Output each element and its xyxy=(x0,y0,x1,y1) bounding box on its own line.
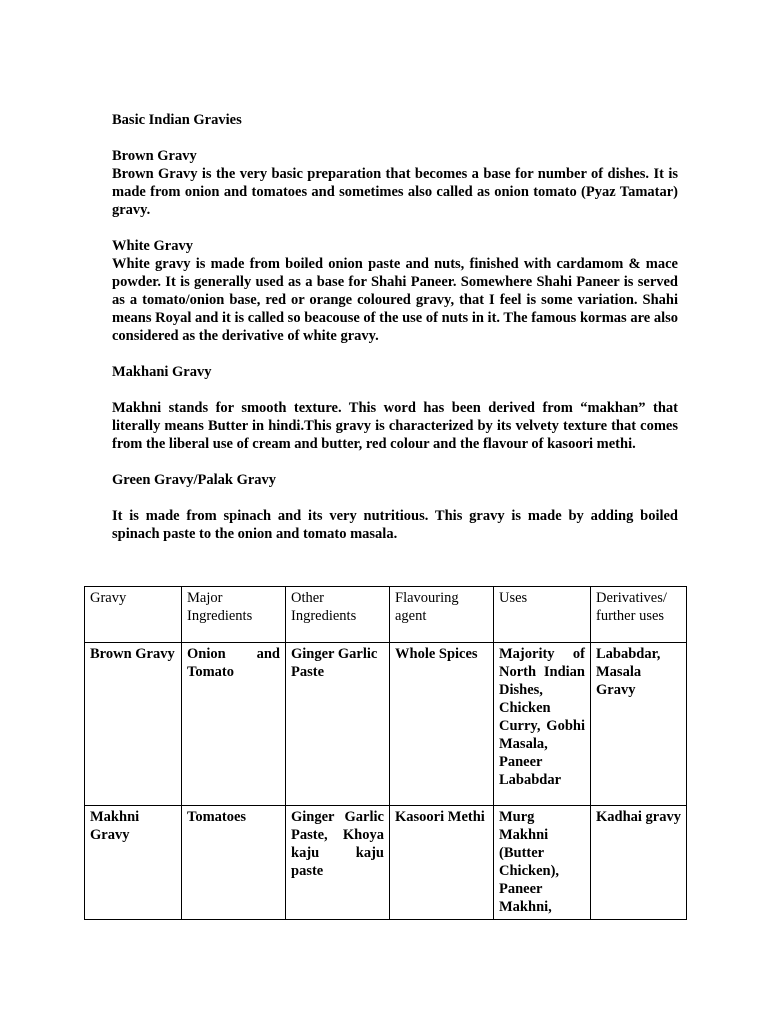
section-body-makhani-gravy: Makhni stands for smooth texture. This word has been derived from “makhan” that literally means Butter in hindi.This gravy is characterized by its velvety texture that comes from the liberal use of cream and butter, red colour and the flavour of kasoori methi. xyxy=(112,400,678,452)
table-header-row xyxy=(85,587,687,643)
table-cell: Lababdar, Masala Gravy xyxy=(591,643,687,806)
table-cell: Ginger Garlic Paste xyxy=(286,643,390,806)
table-cell: Majority of North Indian Dishes, Chicken Curry, Gobhi Masala, Paneer Lababdar xyxy=(494,643,591,806)
table-header-cell: Flavouring agent xyxy=(390,587,494,643)
table-cell: Whole Spices xyxy=(390,643,494,806)
gravy-table xyxy=(84,586,687,920)
table-cell: Tomatoes xyxy=(182,806,286,920)
table-cell: Kadhai gravy xyxy=(591,806,687,920)
table-cell: Ginger Garlic Paste, Khoya kaju kaju paste xyxy=(286,806,390,920)
table-cell: Onion and Tomato xyxy=(182,643,286,806)
document-body xyxy=(112,111,678,543)
table-header-cell: Other Ingredients xyxy=(286,587,390,643)
section-heading-white-gravy: White Gravy xyxy=(112,238,193,254)
section-heading-makhani-gravy: Makhani Gravy xyxy=(112,364,212,380)
table-row xyxy=(85,643,687,806)
table-cell: Murg Makhni (Butter Chicken), Paneer Makhni, xyxy=(494,806,591,920)
table-header-cell: Derivatives/ further uses xyxy=(591,587,687,643)
section-body-brown-gravy: Brown Gravy is the very basic preparation that becomes a base for number of dishes. It is made from onion and tomatoes and sometimes also called as onion tomato (Pyaz Tamatar) gravy. xyxy=(112,166,678,218)
table-cell: Brown Gravy xyxy=(85,643,182,806)
section-body-green-gravy: It is made from spinach and its very nutritious. This gravy is made by adding boiled spinach paste to the onion and tomato masala. xyxy=(112,508,678,542)
table-row xyxy=(85,806,687,920)
section-body-white-gravy: White gravy is made from boiled onion paste and nuts, finished with cardamom & mace powder. It is generally used as a base for Shahi Paneer. Somewhere Shahi Paneer is served as a tomato/onion base, red or orange coloured gravy, that I feel is some variation. Shahi means Royal and it is called so beacouse of the use of nuts in it. The famous kormas are also considered as the derivative of white gravy. xyxy=(112,256,678,344)
section-heading-green-gravy: Green Gravy/Palak Gravy xyxy=(112,472,277,488)
table-header-cell: Major Ingredients xyxy=(182,587,286,643)
table-header-cell: Gravy xyxy=(85,587,182,643)
section-heading-brown-gravy: Brown Gravy xyxy=(112,148,197,164)
table-cell: Kasoori Methi xyxy=(390,806,494,920)
table-cell: Makhni Gravy xyxy=(85,806,182,920)
document-title: Basic Indian Gravies xyxy=(112,112,242,128)
table-header-cell: Uses xyxy=(494,587,591,643)
